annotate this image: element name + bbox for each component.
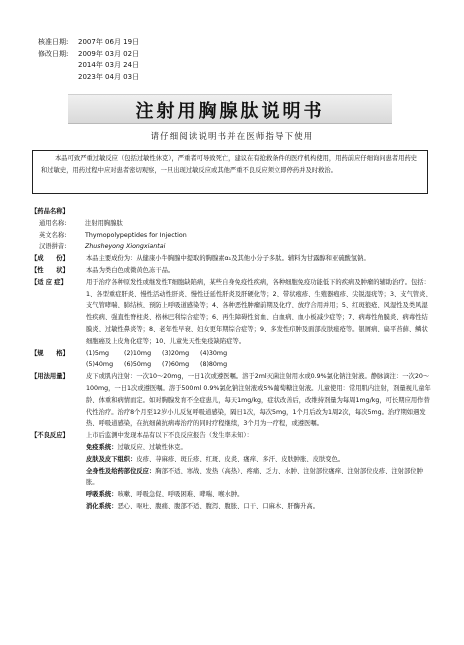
section-label: 【成 份】	[31, 255, 69, 263]
section-character	[31, 265, 433, 277]
date-label: 核准日期:	[38, 38, 69, 46]
spec-item: (5)40mg	[86, 361, 114, 369]
date-value: 2023年 04月 03日	[78, 72, 140, 81]
adverse-category: 呼吸系统：	[86, 491, 118, 499]
section-text: 本品主要成份为：从健康小牛胸腺中提取的胸腺素α₁及其他小分子多肽。辅料为甘露醇和亚硫酸氢钠。	[86, 255, 370, 263]
name-row-english	[31, 230, 433, 242]
section-label: 【适 应 症】	[31, 278, 67, 286]
date-row-revision	[38, 60, 139, 72]
date-row-revision	[38, 72, 139, 84]
adverse-detail: 咳嗽、呼吸急促、呼吸困难、哮喘、喉水肿。	[117, 491, 244, 499]
section-dosage	[31, 371, 433, 430]
adverse-category: 免疫系统：	[86, 443, 118, 451]
section-label: 【用法用量】	[31, 373, 69, 381]
date-value: 2009年 03月 02日	[78, 49, 140, 58]
spec-list	[86, 348, 433, 372]
adverse-category: 皮肤及皮下组织：	[86, 455, 137, 463]
adverse-item	[86, 454, 433, 466]
adverse-item	[86, 466, 433, 490]
adverse-list	[86, 430, 433, 513]
date-value: 2007年 06月 19日	[78, 38, 140, 46]
spec-item: (7)60mg	[162, 361, 190, 369]
spec-item: (3)20mg	[162, 349, 190, 357]
document-body	[31, 206, 433, 513]
adverse-detail: 皮疹、荨麻疹、斑丘疹、红斑、皮炎、瘙痒、多汗、皮肤肿胀、皮肤变色。	[136, 455, 345, 463]
spec-item: (6)50mg	[124, 361, 152, 369]
section-label: 【性 状】	[31, 266, 69, 274]
spec-row	[86, 359, 433, 371]
adverse-item	[86, 442, 433, 454]
date-value: 2014年 03月 24日	[78, 61, 140, 69]
adverse-detail: 胸部不适、寒战、发热（高热）、疼痛、乏力、水肿、注射部位瘙痒、注射部位皮疹、注射部位肿胀。	[86, 467, 423, 487]
adverse-detail: 过敏反应、过敏性休克。	[117, 443, 187, 451]
section-heading-drug-name: 【药品名称】	[31, 208, 69, 215]
section-text: 用于治疗各种原发性或继发性T细胞缺陷病，某些自身免疫性疾病，各种细胞免疫功能低下的疾病及肿瘤的辅助治疗。包括：1、各型重症肝炎、慢性活动性肝炎、慢性迁延性肝炎及肝硬化等；2、带状疱疹、生殖器疱疹、尖锐湿疣等；3、支气管炎、支气管哮喘、肺结核、预防上呼吸道感染等；4、各种恶性肿瘤前期及化疗、放疗合用并用；5、红斑狼疮、风湿性及类风湿性疾病、强直性脊柱炎、格林巴利综合症等；6、再生障碍性贫血、白血病、血小板减少症等；7、病毒性角膜炎、病毒性结膜炎、过敏性鼻炎等；8、老年性早衰、妇女更年期综合症等；9、多发性疖肿及面部皮肤痤疮等。银屑病、扁平苔藓、鳞状细胞癌及上皮角化症等；10、儿童先天性免疫缺陷症等。	[86, 278, 432, 345]
adverse-detail: 恶心、呕吐、腹痛、腹部不适、腹泻、腹胀、口干、口麻木、肝酶升高。	[117, 502, 319, 510]
adverse-category: 全身性及给药部位反应：	[86, 467, 156, 475]
adverse-item	[86, 501, 433, 513]
title-banner	[68, 94, 392, 124]
name-row-pinyin	[31, 241, 433, 253]
spec-item: (8)80mg	[200, 361, 228, 369]
section-label: 【规 格】	[31, 349, 69, 357]
section-label: 【不良反应】	[31, 432, 69, 440]
section-composition	[31, 253, 433, 265]
field-value: Thymopolypeptides for Injection	[85, 231, 187, 239]
field-label: 汉语拼音:	[39, 243, 67, 251]
spec-row	[86, 348, 433, 360]
approval-dates	[38, 37, 139, 83]
document-subtitle: 请仔细阅读说明书并在医师指导下使用	[150, 131, 314, 141]
field-value: 注射用胸腺肽	[85, 219, 123, 227]
boxed-warning	[32, 150, 428, 194]
section-adverse-reactions	[31, 430, 433, 513]
date-row-approval	[38, 37, 139, 49]
field-label: 通用名称:	[39, 219, 67, 227]
adverse-category: 消化系统：	[86, 502, 118, 510]
field-label: 英文名称:	[39, 231, 67, 239]
date-row-revision	[38, 49, 139, 61]
document-title: 注射用胸腺肽说明书	[135, 101, 325, 122]
spec-item: (4)30mg	[200, 349, 228, 357]
warning-text: 本品可致严重过敏反应（包括过敏性休克），严重者可导致死亡，建议在有抢救条件的医疗机构使用，用药前应仔细询问患者用药史和过敏史，用药过程中应对患者密切观察，一旦出现过敏反应或其他严重不良反应须立即停药并及时救治。	[41, 155, 418, 174]
section-text: 本品为类白色或微黄色冻干品。	[86, 266, 175, 274]
section-indications	[31, 277, 433, 348]
name-row-generic	[31, 218, 433, 230]
date-label: 修改日期:	[38, 49, 69, 58]
field-value: Zhusheyong Xiongxiantai	[85, 243, 166, 251]
adverse-item	[86, 489, 433, 501]
spec-item: (1)5mg	[86, 349, 110, 357]
adverse-intro: 上市后监测中发现本品有以下不良反应报告（发生率未知）：	[86, 432, 253, 440]
section-specifications	[31, 348, 433, 372]
spec-item: (2)10mg	[124, 349, 152, 357]
section-text: 皮下或肌内注射：一次10～20mg，一日1次或遵医嘱。溶于2ml灭菌注射用水或0.9%氯化钠注射液。静脉滴注：一次20～100mg，一日1次或遵医嘱。溶于500ml 0.9%氯化钠注射液或5%葡萄糖注射液。儿童使用：常用肌内注射，剂量视儿童年龄、体重和病情而定。如对胸腺发育不全症患儿，每天1mg/kg，症状改善后，改维持剂量为每周1mg/kg，可长期应用作替代性治疗。治疗8个月至12岁小儿反复呼吸道感染，隔日1次，每次5mg，1个月后改为1周2次，每次5mg。治疗期如遇发热、呼吸道感染，在抗细菌抗病毒治疗的同时疗程继续，3个月为一疗程，或遵医嘱。	[86, 373, 431, 428]
